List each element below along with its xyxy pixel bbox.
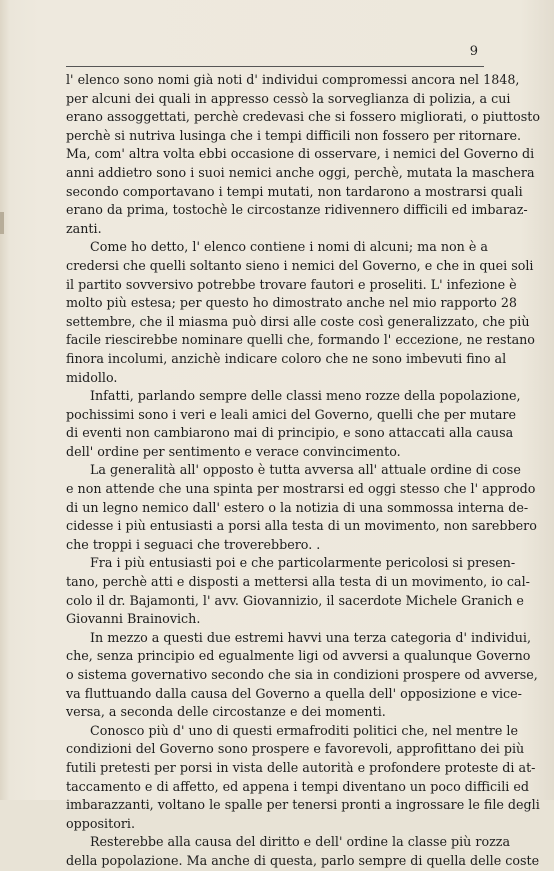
text-line: che troppi i seguaci che troverebbero. .: [66, 536, 321, 552]
page-number: 9: [469, 44, 478, 59]
text-line: della popolazione. Ma anche di questa, parlo sempre di quella delle coste: [66, 852, 540, 868]
text-line: erano assoggettati, perchè credevasi che si fossero migliorati, o piuttosto: [66, 109, 541, 125]
text-line: In mezzo a questi due estremi havvi una terza categoria d' individui,: [90, 629, 532, 645]
text-line: anni addietro sono i suoi nemici anche oggi, perchè, mutata la maschera: [66, 164, 535, 180]
text-line: Infatti, parlando sempre delle classi meno rozze della popolazione,: [90, 388, 521, 404]
text-line: perchè si nutriva lusinga che i tempi difficili non fossero per ritornare.: [66, 127, 522, 143]
text-line: condizioni del Governo sono prospere e favorevoli, approfittano dei più: [66, 741, 525, 757]
text-line: pochissimi sono i veri e leali amici del Governo, quelli che per mutare: [66, 406, 516, 422]
text-line: zanti.: [66, 220, 102, 236]
text-line: Ma, com' altra volta ebbi occasione di osservare, i nemici del Governo di: [66, 146, 535, 162]
text-line: cidesse i più entusiasti a porsi alla testa di un movimento, non sarebbero: [66, 518, 537, 534]
text-line: Fra i più entusiasti poi e che particolarmente pericolosi si presen-: [90, 555, 516, 571]
text-line: di eventi non cambiarono mai di principio, e sono attaccati alla causa: [66, 425, 514, 441]
header-rule: [66, 66, 484, 67]
text-line: midollo.: [66, 369, 118, 385]
text-line: taccamento e di affetto, ed appena i tempi diventano un poco difficili ed: [66, 778, 529, 794]
text-line: Resterebbe alla causa del diritto e dell' ordine la classe più rozza: [90, 834, 511, 850]
text-line: che, senza principio ed egualmente ligi od avversi a qualunque Governo: [66, 648, 531, 664]
text-line: versa, a seconda delle circostanze e dei momenti.: [66, 704, 386, 720]
text-line: credersi che quelli soltanto sieno i nemici del Governo, e che in quei soli: [66, 257, 534, 273]
body-text: [66, 71, 541, 871]
text-line: Conosco più d' uno di questi ermafroditi politici che, nel mentre le: [90, 722, 518, 738]
text-line: Giovanni Brainovich.: [66, 611, 201, 627]
text-line: o sistema governativo secondo che sia in condizioni prospere od avverse,: [66, 667, 538, 682]
text-line: futili pretesti per porsi in vista delle autorità e profondere proteste di at-: [66, 759, 536, 775]
text-line: settembre, che il miasma può dirsi alle coste così generalizzato, che più: [66, 313, 530, 329]
text-line: di un legno nemico dall' estero o la notizia di una sommossa interna de-: [66, 499, 529, 515]
text-line: va fluttuando dalla causa del Governo a quella dell' opposizione e vice-: [66, 685, 522, 701]
text-line: imbarazzanti, voltano le spalle per tenersi pronti a ingrossare le file degli: [66, 797, 540, 813]
text-line: secondo comportavano i tempi mutati, non tardarono a mostrarsi quali: [66, 183, 523, 199]
text-line: molto più estesa; per questo ho dimostrato anche nel mio rapporto 28: [66, 295, 517, 311]
text-line: Come ho detto, l' elenco contiene i nomi di alcuni; ma non è a: [90, 239, 488, 255]
text-line: finora incolumi, anzichè indicare coloro che ne sono imbevuti fino al: [66, 350, 507, 366]
text-line: facile riescirebbe nominare quelli che, formando l' eccezione, ne restano: [66, 332, 535, 348]
text-line: l' elenco sono nomi già noti d' individui compromessi ancora nel 1848,: [66, 72, 520, 87]
text-line: La generalità all' opposto è tutta avversa all' attuale ordine di cose: [90, 462, 521, 478]
text-line: e non attende che una spinta per mostrarsi ed oggi stesso che l' approdo: [66, 481, 536, 497]
text-line: tano, perchè atti e disposti a mettersi alla testa di un movimento, io cal-: [66, 574, 530, 590]
text-line: erano da prima, tostochè le circostanze ridivennero difficili ed imbaraz-: [66, 202, 528, 218]
text-line: dell' ordine per sentimento e verace convincimento.: [66, 443, 401, 459]
text-line: per alcuni dei quali in appresso cessò la sorveglianza di polizia, a cui: [66, 90, 511, 106]
text-line: il partito sovversivo potrebbe trovare fautori e proseliti. L' infezione è: [66, 276, 517, 292]
text-line: oppositori.: [66, 815, 135, 831]
text-line: colo il dr. Bajamonti, l' avv. Giovannizio, il sacerdote Michele Granich e: [66, 592, 524, 608]
binding-shadow: [0, 212, 4, 234]
